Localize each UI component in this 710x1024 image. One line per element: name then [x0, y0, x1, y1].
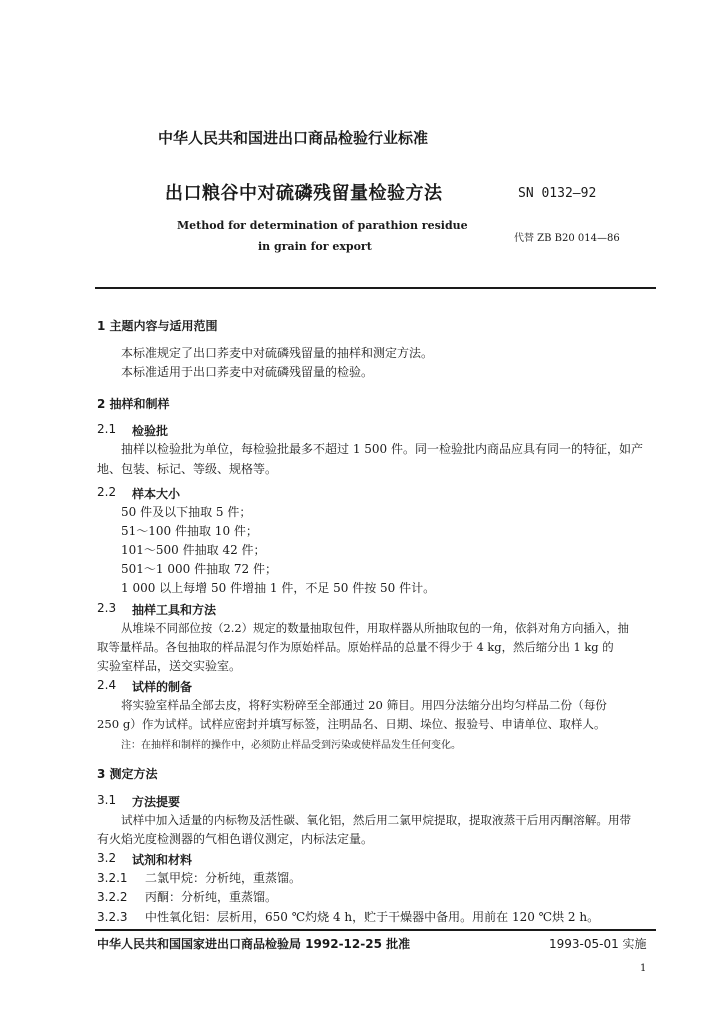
subsection-3-1-line-2: 有火焰光度检测器的气相色谱仪测定，内标法定量。	[97, 832, 374, 846]
sample-size-item: 51～100 件抽取 10 件；	[121, 524, 258, 538]
header-divider	[95, 287, 656, 289]
subsection-2-3-number: 2.3	[97, 601, 117, 615]
subsection-2-4-line-2: 250 g）作为试样。试样应密封并填写标签，注明品名、日期、垛位、报验号、申请单位、取样人。	[97, 717, 606, 731]
title-en-line1: Method for determination of parathion residue	[177, 219, 468, 232]
subsection-3-1-number: 3.1	[97, 793, 117, 807]
reagent-text: 中性氧化铝：层析用，650 ℃灼烧 4 h，贮于干燥器中备用。用前在 120 ℃烘 2 h。	[145, 910, 600, 924]
section-1-paragraph-1: 本标准规定了出口荞麦中对硫磷残留量的抽样和测定方法。	[121, 346, 434, 360]
approval-statement: 中华人民共和国国家进出口商品检验局 1992-12-25 批准	[97, 937, 411, 951]
sample-size-item: 50 件及以下抽取 5 件；	[121, 505, 252, 519]
subsection-2-3-line-3: 实验室样品，送交实验室。	[97, 659, 242, 673]
subsection-2-4-number: 2.4	[97, 678, 117, 692]
subsection-2-1-title: 检验批	[132, 424, 169, 438]
reagent-text: 丙酮：分析纯，重蒸馏。	[145, 890, 278, 904]
subsection-2-3-line-2: 取等量样品。各包抽取的样品混匀作为原始样品。原始样品的总量不得少于 4 kg，然后缩分出 1 kg 的	[97, 640, 614, 654]
subsection-2-4-note: 注：在抽样和制样的操作中，必须防止样品受到污染或使样品发生任何变化。	[121, 740, 461, 751]
section-2-heading: 2 抽样和制样	[97, 397, 170, 411]
subsection-2-4-title: 试样的制备	[132, 680, 193, 694]
title-en-line2: in grain for export	[258, 240, 372, 253]
subsection-3-2-title: 试剂和材料	[132, 853, 193, 867]
section-1-heading: 1 主题内容与适用范围	[97, 319, 218, 333]
effective-date: 1993-05-01 实施	[549, 937, 647, 951]
standard-number: SN 0132—92	[518, 186, 597, 201]
title-cn: 出口粮谷中对硫磷残留量检验方法	[165, 183, 443, 204]
subsection-2-3-line-1: 从堆垛不同部位按（2.2）规定的数量抽取包件，用取样器从所抽取包的一角，依斜对角方向插入，抽	[121, 621, 629, 635]
subsection-3-1-title: 方法提要	[132, 795, 181, 809]
subsection-2-1-line-2: 地、包装、标记、等级、规格等。	[97, 462, 278, 476]
sample-size-item: 101～500 件抽取 42 件；	[121, 543, 266, 557]
sample-size-item: 501～1 000 件抽取 72 件；	[121, 562, 277, 576]
section-3-heading: 3 测定方法	[97, 767, 158, 781]
subsection-2-1-number: 2.1	[97, 422, 117, 436]
reagent-text: 二氯甲烷：分析纯，重蒸馏。	[145, 871, 302, 885]
replaces-label: 代替 ZB B20 014—86	[514, 233, 620, 244]
footer-divider	[95, 929, 656, 931]
subsection-2-4-line-1: 将实验室样品全部去皮，将籽实粉碎至全部通过 20 筛目。用四分法缩分出均匀样品二份（每份	[121, 698, 607, 712]
sample-size-item: 1 000 以上每增 50 件增抽 1 件，不足 50 件按 50 件计。	[121, 581, 436, 595]
subsection-3-2-number: 3.2	[97, 851, 117, 865]
subsection-2-2-title: 样本大小	[132, 487, 181, 501]
subsection-2-3-title: 抽样工具和方法	[132, 603, 217, 617]
reagent-number: 3.2.3	[97, 910, 128, 924]
reagent-number: 3.2.2	[97, 890, 128, 904]
page-number: 1	[640, 963, 647, 974]
subsection-2-1-line-1: 抽样以检验批为单位，每检验批最多不超过 1 500 件。同一检验批内商品应具有同一的特征，如产	[121, 442, 643, 456]
section-1-paragraph-2: 本标准适用于出口荞麦中对硫磷残留量的检验。	[121, 365, 374, 379]
reagent-number: 3.2.1	[97, 871, 128, 885]
subsection-3-1-line-1: 试样中加入适量的内标物及活性碳、氧化铝，然后用二氯甲烷提取，提取液蒸干后用丙酮溶解。用带	[121, 813, 632, 827]
industry-standard-label: 中华人民共和国进出口商品检验行业标准	[158, 129, 429, 147]
subsection-2-2-number: 2.2	[97, 485, 117, 499]
